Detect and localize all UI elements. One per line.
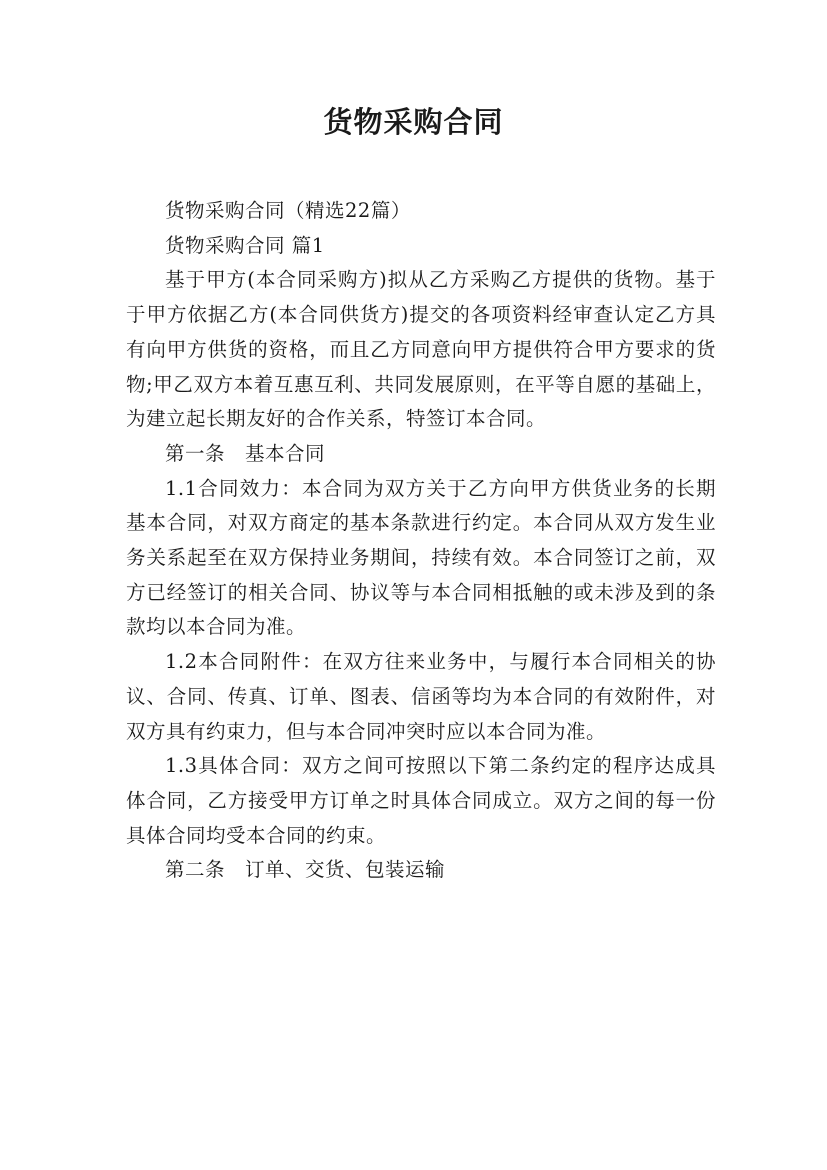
clause-1-3: 1.3具体合同：双方之间可按照以下第二条约定的程序达成具体合同，乙方接受甲方订单之时具体合同成立。双方之间的每一份具体合同均受本合同的约束。 [126,754,716,847]
paragraph-preamble: 基于甲方(本合同采购方)拟从乙方采购乙方提供的货物。基于于甲方依据乙方(本合同供货方)提交的各项资料经审查认定乙方具有向甲方供货的资格，而且乙方同意向甲方提供符合甲方要求的货物;甲乙双方本着互惠互利、共同发展原则，在平等自愿的基础上，为建立起长期友好的合作关系，特签订本合同。 [126,268,716,431]
paragraph-part-heading: 货物采购合同 篇1 [165,233,325,257]
article-1-heading: 第一条 基本合同 [165,441,326,465]
paragraph-subtitle: 货物采购合同（精选22篇） [165,199,411,222]
clause-1-2: 1.2本合同附件：在双方往来业务中，与履行本合同相关的协议、合同、传真、订单、图表、信函等均为本合同的有效附件，对双方具有约束力，但与本合同冲突时应以本合同为准。 [126,650,716,743]
document-title: 货物采购合同 [323,105,504,139]
clause-1-1: 1.1合同效力：本合同为双方关于乙方向甲方供货业务的长期基本合同，对双方商定的基本条款进行约定。本合同从双方发生业务关系起至在双方保持业务期间，持续有效。本合同签订之前，双方已经签订的相关合同、协议等与本合同相抵触的或未涉及到的条款均以本合同为准。 [126,476,716,639]
document-body [126,194,716,888]
article-2-heading: 第二条 订单、交货、包装运输 [165,858,446,882]
